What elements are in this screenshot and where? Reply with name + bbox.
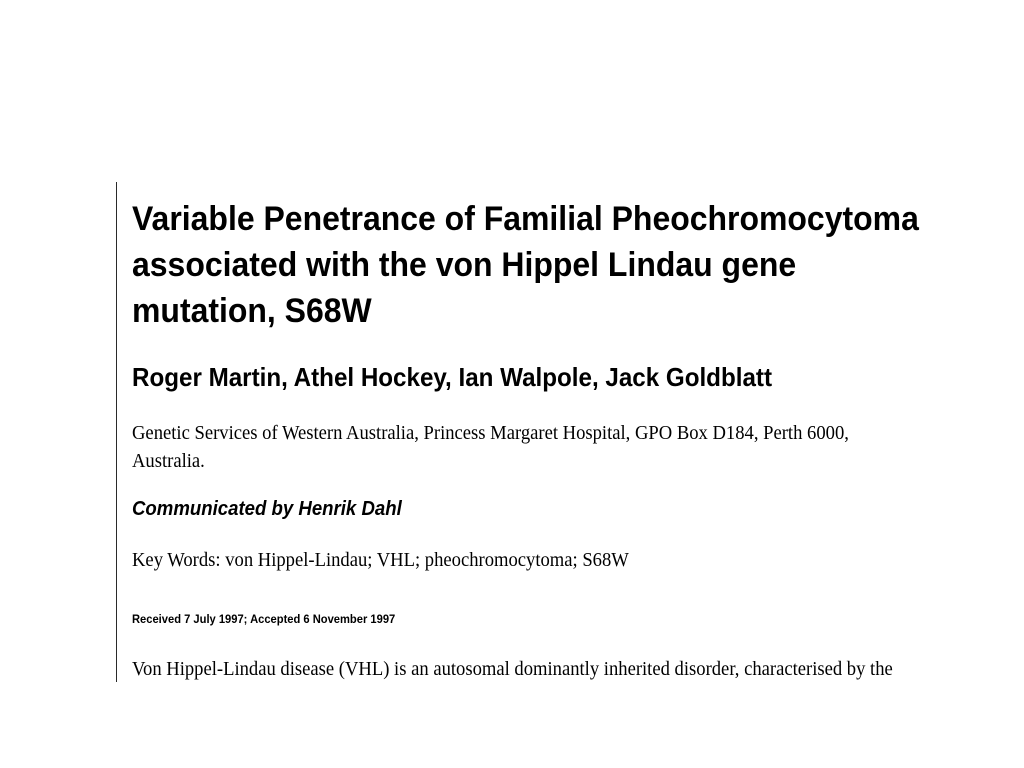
- received-accepted-dates: Received 7 July 1997; Accepted 6 November 1997: [132, 612, 396, 626]
- communicated-by: Communicated by Henrik Dahl: [132, 498, 402, 520]
- paper-title: Variable Penetrance of Familial Pheochromocytoma associated with the von Hippel Lindau gene mutation, S68W: [132, 200, 919, 330]
- author-list: Roger Martin, Athel Hockey, Ian Walpole, Jack Goldblatt: [132, 362, 772, 392]
- body-text-first-line: Von Hippel-Lindau disease (VHL) is an autosomal dominantly inherited disorder, characterised by the: [132, 658, 893, 680]
- key-words: Key Words: von Hippel-Lindau; VHL; pheochromocytoma; S68W: [132, 549, 629, 571]
- author-affiliation: Genetic Services of Western Australia, Princess Margaret Hospital, GPO Box D184, Perth 6000, Australia.: [132, 422, 849, 472]
- left-margin-rule: [116, 182, 117, 682]
